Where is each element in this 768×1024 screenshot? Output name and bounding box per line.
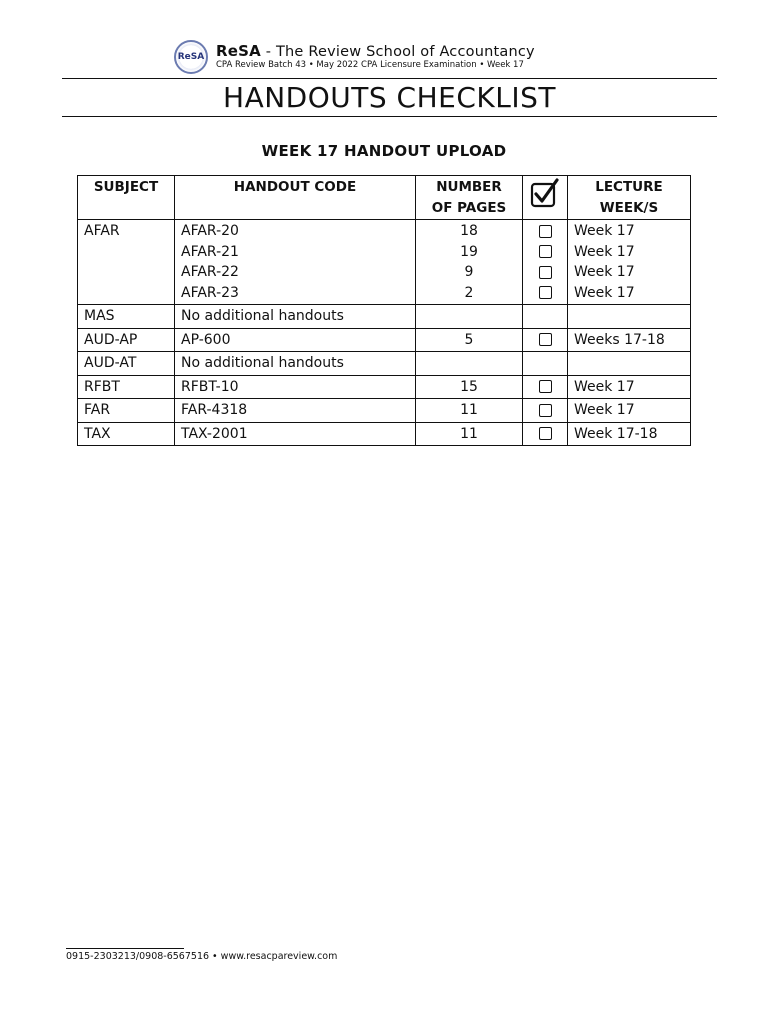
table-header-row — [78, 176, 691, 220]
school-name: - The Review School of Accountancy — [260, 44, 535, 61]
header-pages-line1: NUMBER — [436, 179, 502, 195]
lecture-week: Week 17 — [574, 264, 635, 280]
handout-code: FAR-4318 — [181, 402, 248, 418]
page-header — [62, 40, 717, 117]
cell-number-of-pages — [416, 399, 523, 423]
cell-handout-code — [175, 375, 416, 399]
handout-checkbox[interactable] — [539, 404, 552, 417]
header-week-line1: LECTURE — [595, 179, 663, 195]
page-title: HANDOUTS CHECKLIST — [223, 81, 556, 114]
lecture-week: Week 17 — [574, 402, 635, 418]
cell-lecture-weeks — [568, 305, 691, 329]
table-row — [78, 399, 691, 423]
header-subject: SUBJECT — [78, 176, 175, 220]
cell-subject: MAS — [78, 305, 175, 329]
header-handout-code: HANDOUT CODE — [175, 176, 416, 220]
lecture-week — [574, 353, 684, 374]
handout-code: AP-600 — [181, 331, 231, 348]
checkbox-slot — [529, 330, 561, 351]
checkbox-slot — [529, 353, 561, 374]
lecture-week: Week 17-18 — [574, 425, 658, 442]
cell-handout-code — [175, 422, 416, 446]
page-count: 11 — [460, 402, 478, 418]
cell-number-of-pages — [416, 375, 523, 399]
checkbox-slot — [529, 242, 561, 263]
handout-code: No additional handouts — [181, 355, 344, 371]
cell-subject: FAR — [78, 399, 175, 423]
cell-number-of-pages — [416, 305, 523, 329]
page-count: 9 — [464, 264, 474, 280]
handout-code: AFAR-23 — [181, 284, 239, 301]
page-count: 18 — [460, 223, 478, 239]
checkbox-slot — [529, 283, 561, 304]
cell-checkbox — [523, 399, 568, 423]
handout-checkbox[interactable] — [539, 266, 552, 279]
cell-number-of-pages — [416, 328, 523, 352]
cell-checkbox — [523, 375, 568, 399]
cell-subject: TAX — [78, 422, 175, 446]
handout-code: AFAR-21 — [181, 243, 239, 260]
lecture-week: Week 17 — [574, 243, 635, 260]
cell-checkbox — [523, 220, 568, 305]
page-footer — [66, 948, 337, 962]
checkbox-slot — [529, 262, 561, 283]
footer-rule — [66, 948, 184, 949]
cell-number-of-pages — [416, 422, 523, 446]
table-row — [78, 305, 691, 329]
page-count: 11 — [460, 425, 478, 442]
handout-code: TAX-2001 — [181, 425, 248, 442]
check-icon — [530, 177, 560, 209]
page-count: 2 — [464, 284, 474, 301]
lecture-week: Week 17 — [574, 223, 635, 239]
checkbox-slot — [529, 400, 561, 421]
handout-checkbox[interactable] — [539, 427, 552, 440]
section-title: WEEK 17 HANDOUT UPLOAD — [261, 142, 507, 160]
checkbox-slot — [529, 377, 561, 398]
cell-lecture-weeks — [568, 422, 691, 446]
brand-name: ReSA — [216, 42, 261, 61]
page-count: 5 — [464, 331, 474, 348]
table-row — [78, 328, 691, 352]
cell-subject: AFAR — [78, 220, 175, 305]
cell-handout-code — [175, 399, 416, 423]
resa-logo: ReSA — [174, 40, 208, 74]
cell-checkbox — [523, 352, 568, 376]
footer-contact: 0915-2303213/0908-6567516 • www.resacpareview.com — [66, 951, 338, 962]
cell-lecture-weeks — [568, 375, 691, 399]
cell-subject: AUD-AP — [78, 328, 175, 352]
table-row — [78, 422, 691, 446]
header-week-line2: WEEK/S — [599, 199, 659, 216]
handout-checkbox[interactable] — [539, 286, 552, 299]
cell-checkbox — [523, 328, 568, 352]
table-row — [78, 375, 691, 399]
lecture-week: Week 17 — [574, 284, 635, 301]
cell-lecture-weeks — [568, 399, 691, 423]
cell-number-of-pages — [416, 220, 523, 305]
table-row — [78, 352, 691, 376]
cell-handout-code — [175, 305, 416, 329]
brand-subline: CPA Review Batch 43 • May 2022 CPA Licensure Examination • Week 17 — [216, 59, 524, 70]
checkbox-slot — [529, 306, 561, 327]
checkbox-slot — [529, 221, 561, 242]
handout-checkbox[interactable] — [539, 245, 552, 258]
cell-lecture-weeks — [568, 352, 691, 376]
table-row — [78, 220, 691, 305]
handout-code: RFBT-10 — [181, 378, 239, 395]
handout-checkbox[interactable] — [539, 333, 552, 346]
page-count: 15 — [460, 378, 478, 395]
lecture-week: Week 17 — [574, 378, 635, 395]
checkbox-slot — [529, 424, 561, 445]
cell-checkbox — [523, 305, 568, 329]
handout-code: AFAR-22 — [181, 264, 239, 280]
handout-code: No additional handouts — [181, 308, 344, 324]
handout-code: AFAR-20 — [181, 223, 239, 239]
brand-row — [174, 40, 717, 74]
header-number-of-pages — [416, 176, 523, 220]
page-count: 19 — [460, 243, 478, 260]
cell-lecture-weeks — [568, 220, 691, 305]
handouts-table — [77, 175, 691, 446]
cell-handout-code — [175, 328, 416, 352]
cell-subject: AUD-AT — [78, 352, 175, 376]
brand-text — [216, 43, 535, 70]
lecture-week: Weeks 17-18 — [574, 331, 665, 348]
table-body — [78, 220, 691, 446]
header-check — [523, 176, 568, 220]
header-lecture-weeks — [568, 176, 691, 220]
cell-number-of-pages — [416, 352, 523, 376]
header-rule-bottom — [62, 116, 717, 117]
cell-lecture-weeks — [568, 328, 691, 352]
handout-checkbox[interactable] — [539, 225, 552, 238]
page-count — [422, 353, 516, 374]
cell-handout-code — [175, 352, 416, 376]
brand-line — [216, 43, 535, 61]
lecture-week — [574, 306, 684, 327]
page-count — [422, 306, 516, 327]
handout-checkbox[interactable] — [539, 380, 552, 393]
cell-subject: RFBT — [78, 375, 175, 399]
cell-checkbox — [523, 422, 568, 446]
cell-handout-code — [175, 220, 416, 305]
header-pages-line2: OF PAGES — [431, 199, 507, 216]
